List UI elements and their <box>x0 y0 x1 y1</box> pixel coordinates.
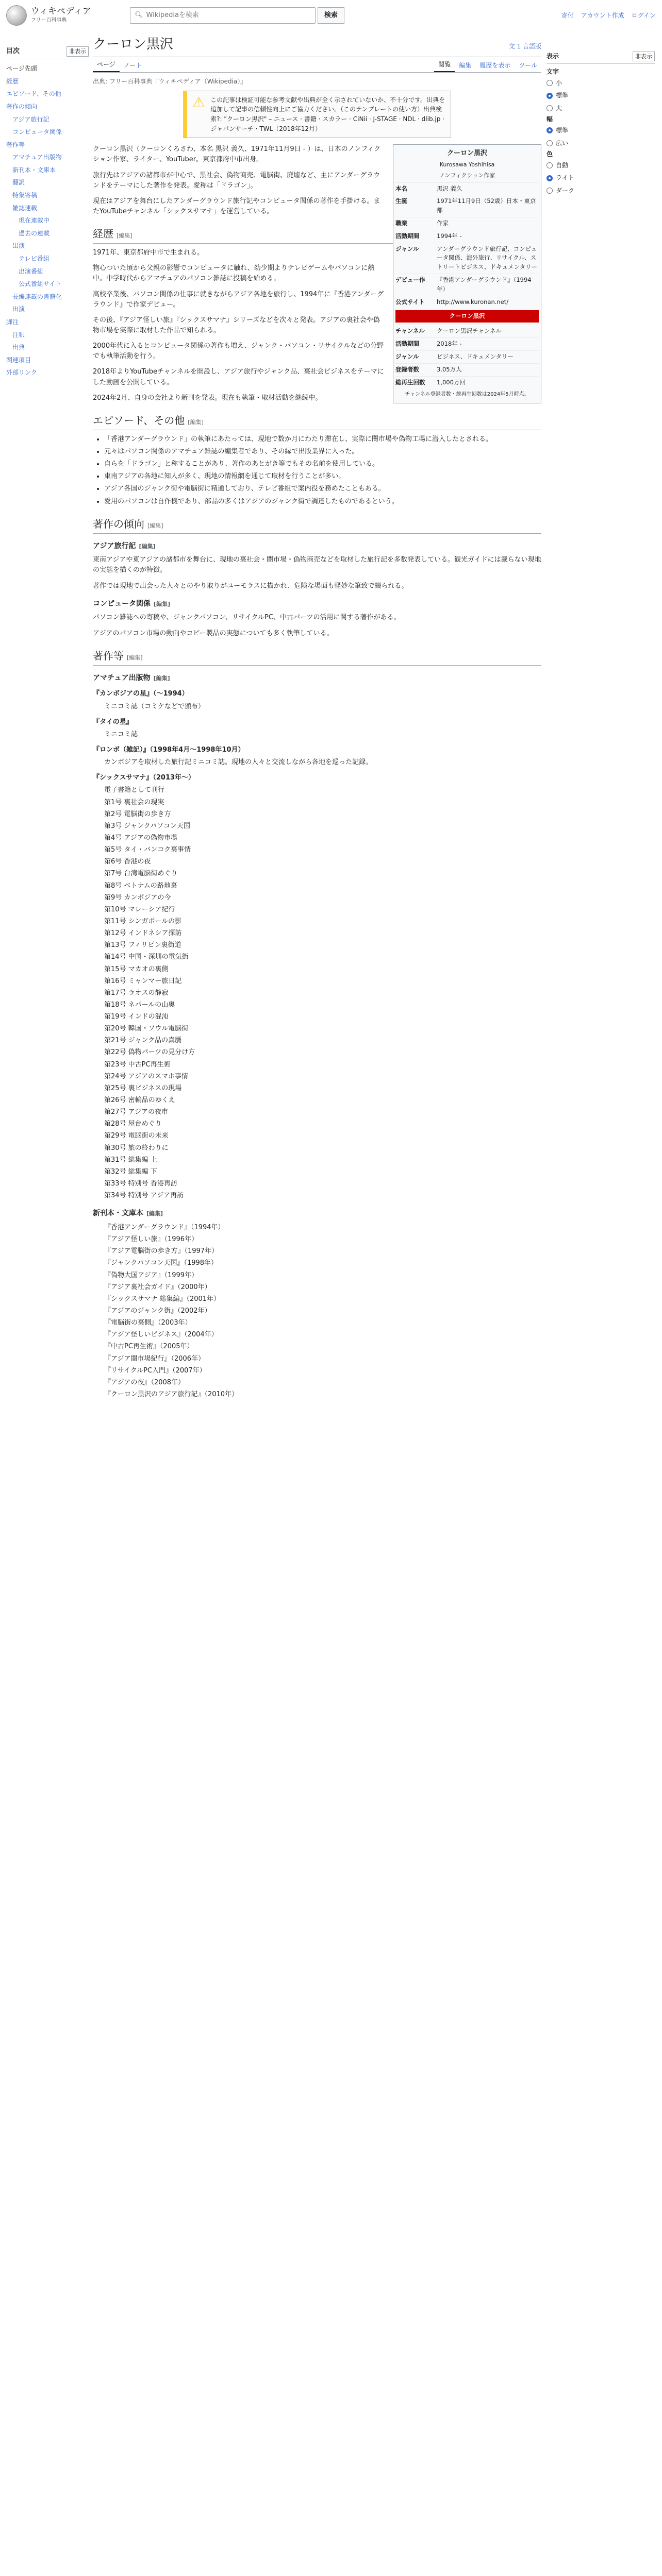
subsection-heading <box>93 673 541 684</box>
bullet-item: • 自らを「ドラゴン」と称することがあり、著作のあとがき等でもその名前を使用している。 <box>104 459 541 469</box>
radio-icon[interactable] <box>547 105 553 111</box>
work-title: 『ロンボ（雑記）』（1998年4月～1998年10月） <box>93 745 245 754</box>
main-content <box>93 31 541 1401</box>
section-paragraph: その後、『アジア怪しい旅』『シックスサマナ』シリーズなどを次々と発表。アジアの裏社会や偽物市場を実際に取材した作品で知られる。 <box>93 316 380 334</box>
work-item: 第18号 ネパールの山奥 <box>104 1001 175 1009</box>
work-item: 第23号 中古PC再生術 <box>104 1060 171 1069</box>
infobox-key: 活動期間 <box>395 232 419 240</box>
work-item: 『中古PC再生術』（2005年） <box>104 1343 194 1351</box>
youtube-header: クーロン黒沢 <box>395 310 539 323</box>
infobox-header: クーロン黒沢 <box>446 149 487 158</box>
toc-item-16[interactable]: 出演番組 <box>19 267 44 275</box>
section-heading-edit-link[interactable]: [編集] <box>127 654 143 661</box>
section-heading-text: エピソード、その他 <box>93 414 185 427</box>
section-paragraph: 2018年よりYouTubeチャンネルを開設し、アジア旅行やジャンク品、裏社会ビジネスをテーマにした動画を公開している。 <box>93 368 384 386</box>
appearance-option-label: ライト <box>556 174 574 182</box>
tab-3[interactable]: 編集 <box>459 61 472 69</box>
section-heading-edit-link[interactable]: [編集] <box>117 232 133 240</box>
work-item: 第27号 アジアの夜市 <box>104 1108 169 1116</box>
infobox-value: 黒沢 義久 <box>437 184 462 192</box>
appearance-option[interactable] <box>547 184 655 197</box>
youtube-rows <box>395 325 539 388</box>
work-item: 『ジャンクパソコン天国』（1998年） <box>104 1259 218 1267</box>
toc-hide-button[interactable]: 非表示 <box>67 46 89 57</box>
work-item: 『アジア怪しい旅』（1996年） <box>104 1235 198 1244</box>
infobox-row <box>395 195 539 217</box>
infobox-key: 生誕 <box>395 197 407 205</box>
radio-icon[interactable] <box>547 140 553 146</box>
toc-item-11[interactable]: 雑誌連載 <box>12 204 38 212</box>
subsection-heading-edit-link[interactable]: [編集] <box>146 1210 163 1217</box>
work-item: 第20号 韓国・ソウル電脳街 <box>104 1025 189 1033</box>
work-item: 第4号 アジアの偽物市場 <box>104 834 177 842</box>
work-item: 第9号 カンボジアの今 <box>104 893 171 902</box>
toc-item-0[interactable]: ページ先頭 <box>6 65 37 73</box>
infobox-key: 職業 <box>395 219 407 227</box>
logo-title: ウィキペディア <box>31 6 91 16</box>
work-item: 『アジアのジャンク街』（2002年） <box>104 1307 211 1315</box>
subsection-heading-text: アジア旅行記 <box>93 541 136 550</box>
language-button[interactable]: 文 1 言語版 <box>508 43 541 50</box>
work-item: 『アジアの夜』（2008年） <box>104 1378 185 1386</box>
section-heading <box>93 648 541 666</box>
subsection-paragraph: 著作では現地で出会った人々とのやり取りがユーモラスに描かれ、危険な場面も軽妙な筆致で綴られる。 <box>93 582 408 590</box>
toc-item-7[interactable]: アマチュア出版物 <box>12 154 62 161</box>
infobox-row <box>395 182 539 195</box>
work-item: 『香港アンダーグラウンド』（1994年） <box>104 1224 225 1231</box>
toc-item-15[interactable]: テレビ番組 <box>19 255 49 263</box>
radio-icon[interactable] <box>547 127 553 133</box>
work-item: 第2号 電脳街の歩き方 <box>104 810 171 818</box>
user-link-1[interactable]: アカウント作成 <box>581 11 624 19</box>
appearance-option-label: 標準 <box>556 127 569 134</box>
work-list <box>93 730 541 740</box>
appearance-option-label: 大 <box>556 104 562 112</box>
youtube-note: チャンネル登録者数・総再生回数は2024年5月時点。 <box>405 392 529 398</box>
youtube-key: 登録者数 <box>395 365 419 373</box>
work-item: 『偽物大国アジア』（1999年） <box>104 1271 198 1279</box>
search-input[interactable] <box>130 7 316 24</box>
search-button[interactable]: 検索 <box>318 7 344 24</box>
infobox-key: 本名 <box>395 184 407 192</box>
subsection-heading-edit-link[interactable]: [編集] <box>153 674 170 682</box>
work-item: 第6号 香港の夜 <box>104 858 151 866</box>
youtube-key: 活動期間 <box>395 340 419 348</box>
infobox-row <box>395 217 539 230</box>
user-link-0[interactable]: 寄付 <box>561 11 574 19</box>
infobox-sub: Kurosawa Yoshihisa <box>439 161 495 168</box>
bullet-item: • 東南アジアの各地に知人が多く、現地の情報網を通じて取材を行うことが多い。 <box>104 471 541 482</box>
work-item: 第32号 総集編 下 <box>104 1167 157 1176</box>
toc-item-22[interactable]: 出典 <box>12 344 25 351</box>
infobox-value: http://www.kuronan.net/ <box>437 298 509 306</box>
toc-item-3[interactable]: 著作の傾向 <box>6 103 38 110</box>
infobox-value: 『香港アンダーグラウンド』（1994年） <box>437 276 532 293</box>
appearance-panel <box>547 46 655 197</box>
tab-2[interactable]: 閲覧 <box>434 58 455 73</box>
infobox-value: 作家 <box>437 219 449 227</box>
appearance-option[interactable] <box>547 137 655 150</box>
work-item: 第12号 インドネシア探訪 <box>104 929 182 938</box>
toc-list <box>6 62 89 379</box>
work-item: 第21号 ジャンク品の真贋 <box>104 1037 182 1045</box>
youtube-row <box>395 337 539 350</box>
warning-icon: ⚠ <box>192 93 206 111</box>
work-item: 第16号 ミャンマー旅日記 <box>104 977 182 985</box>
youtube-value: クーロン黒沢チャンネル <box>437 327 502 335</box>
work-item: 第8号 ベトナムの路地裏 <box>104 882 177 890</box>
work-item: 『アジア闇市場紀行』（2006年） <box>104 1354 205 1363</box>
appearance-option[interactable] <box>547 102 655 115</box>
work-item: 第10号 マレーシア紀行 <box>104 905 175 913</box>
youtube-key: 総再生回数 <box>395 378 425 386</box>
toc-heading-label: 目次 <box>6 47 20 55</box>
section-heading <box>93 516 541 534</box>
work-item: 第13号 フィリピン裏街道 <box>104 941 181 950</box>
youtube-row <box>395 363 539 376</box>
work-item: 第22号 偽物パーツの見分け方 <box>104 1048 195 1057</box>
section-paragraph: 物心ついた頃から父親の影響でコンピュータに触れ、幼少期よりテレビゲームやパソコンに熱中。中学時代からアマチュアのパソコン雑誌に投稿を始める。 <box>93 264 375 283</box>
work-item: 第3号 ジャンクパソコン天国 <box>104 822 190 830</box>
from-line: 出典: フリー百科事典『ウィキペディア（Wikipedia）』 <box>93 78 247 86</box>
appearance-option[interactable] <box>547 124 655 137</box>
appearance-group-label: 幅 <box>547 115 553 123</box>
appearance-option[interactable] <box>547 89 655 102</box>
work-item: 『アジア電脳街の歩き方』（1997年） <box>104 1247 219 1256</box>
infobox-key: ジャンル <box>395 245 419 252</box>
youtube-value: 2018年 - <box>437 340 462 348</box>
work-item: ミニコミ誌（コミケなどで頒布） <box>104 702 205 710</box>
radio-icon[interactable] <box>547 93 553 99</box>
work-list <box>93 757 541 768</box>
section-paragraph: 2024年2月、自身の会社より新刊を発表。現在も執筆・取材活動を継続中。 <box>93 394 322 402</box>
toc-heading <box>6 46 89 59</box>
lead-paragraph: 現在はアジアを舞台にしたアンダーグラウンド旅行記やコンピュータ関係の著作を手掛ける。またYouTubeチャンネル「シックスサマナ」を運営している。 <box>93 197 380 215</box>
work-item: 第11号 シンガポールの影 <box>104 917 182 925</box>
youtube-row <box>395 350 539 363</box>
infobox-line: ノンフィクション作家 <box>439 172 495 179</box>
section-paragraph: 1971年、東京都府中市で生まれる。 <box>93 249 204 257</box>
page-title-bar <box>93 31 541 57</box>
bullet-item: • 「香港アンダーグラウンド」の執筆にあたっては、現地で数か月にわたり滞在し、実際に闇市場や偽物工場に潜入したとされる。 <box>104 434 541 445</box>
bullet-item: • 愛用のパソコンは自作機であり、部品の多くはアジアのジャンク街で調達したものであるという。 <box>104 497 541 507</box>
appearance-option[interactable] <box>547 77 655 90</box>
section-paragraph: 2000年代に入るとコンピュータ関係の著作も増え、ジャンク・パソコン・リサイクルなどの分野でも執筆活動を行う。 <box>93 342 384 361</box>
infobox-row <box>395 274 539 296</box>
subsection-heading <box>93 599 541 610</box>
section-paragraph: 高校卒業後、パソコン関係の仕事に就きながらアジア各地を旅行し、1994年に『香港アンダーグラウンド』で作家デビュー。 <box>93 290 384 309</box>
work-title: 『タイの星』 <box>93 718 133 726</box>
youtube-key: ジャンル <box>395 352 419 360</box>
lead-paragraph: 旅行先はアジアの諸都市が中心で、黒社会、偽物商売、電脳街、廃墟など、主にアンダーグラウンドをテーマにした著作を発表。愛称は「ドラゴン」。 <box>93 171 380 190</box>
work-item: 第15号 マカオの裏側 <box>104 965 169 973</box>
work-item: 第24号 アジアのスマホ事情 <box>104 1072 188 1080</box>
radio-icon[interactable] <box>547 188 553 194</box>
section-heading-edit-link[interactable]: [編集] <box>188 418 204 426</box>
infobox-key: デビュー作 <box>395 276 425 283</box>
toc-item-23[interactable]: 関連項目 <box>6 356 31 364</box>
section-heading <box>93 413 541 430</box>
toc-item-4[interactable]: アジア旅行記 <box>12 115 49 123</box>
work-item: 第1号 裏社会の現実 <box>104 798 164 806</box>
infobox-rows <box>395 182 539 309</box>
page-tabs <box>93 57 541 73</box>
youtube-key: チャンネル <box>395 327 425 335</box>
subsection-heading <box>93 541 541 552</box>
infobox-row <box>395 243 539 274</box>
work-item: 『リサイクルPC入門』（2007年） <box>104 1366 206 1375</box>
toc-item-17[interactable]: 公式番組サイト <box>19 280 62 288</box>
work-item: 第17号 ラオスの静寂 <box>104 989 169 997</box>
bullet-list <box>104 434 541 507</box>
toc-item-12[interactable]: 現在連載中 <box>19 217 50 225</box>
toc-item-21[interactable]: 注釈 <box>12 331 25 338</box>
notice-box <box>183 91 451 138</box>
appearance-option[interactable] <box>547 172 655 184</box>
youtube-value: ビジネス、ドキュメンタリー <box>437 352 514 360</box>
appearance-option-label: 自動 <box>556 161 569 169</box>
toc-item-1[interactable]: 経歴 <box>6 77 19 85</box>
appearance-group-label: 文字 <box>547 68 559 76</box>
work-item: 第5号 タイ・バンコク裏事情 <box>104 846 191 854</box>
work-title: 『カンボジアの星』（～1994） <box>93 690 189 698</box>
subsection-heading-edit-link[interactable]: [編集] <box>139 543 156 550</box>
work-item: 『アジア怪しいビジネス』（2004年） <box>104 1331 218 1339</box>
radio-icon[interactable] <box>547 162 553 168</box>
bullet-item: • アジア各国のジャンク街や電脳街に精通しており、テレビ番組で案内役を務めたこともある。 <box>104 484 541 494</box>
subsection-heading-text: アマチュア出版物 <box>93 673 151 682</box>
appearance-heading <box>547 52 655 64</box>
subsection-heading-edit-link[interactable]: [編集] <box>154 600 171 607</box>
work-item: 『クーロン黒沢のアジア旅行記』（2010年） <box>104 1390 239 1398</box>
lead-paragraph: クーロン黒沢（クーロンくろさわ、本名 黒沢 義久、1971年11月9日 - ）は、日本のノンフィクション作家、ライター、YouTuber。東京都府中市出身。 <box>93 145 381 164</box>
radio-icon[interactable] <box>547 175 553 181</box>
toc-item-19[interactable]: 出演 <box>12 306 25 313</box>
header <box>0 0 662 31</box>
appearance-option-label: 小 <box>556 79 562 87</box>
appearance-heading-label: 表示 <box>547 53 559 60</box>
youtube-row <box>395 376 539 389</box>
toc-item-9[interactable]: 翻訳 <box>12 179 25 187</box>
wikipedia-logo[interactable] <box>6 5 109 26</box>
tab-1[interactable]: ノート <box>123 61 142 69</box>
work-item: 『アジア裏社会ガイド』（2000年） <box>104 1283 211 1291</box>
work-title: 『シックスサマナ』（2013年～） <box>93 774 195 782</box>
subsection-heading-text: コンピュータ関係 <box>93 599 151 608</box>
section-heading-text: 著作等 <box>93 649 124 662</box>
user-links <box>561 11 656 21</box>
appearance-group-label: 色 <box>547 150 553 158</box>
work-list <box>93 702 541 712</box>
work-item: 第7号 台湾電脳街めぐり <box>104 870 178 878</box>
infobox-key: 公式サイト <box>395 298 425 306</box>
work-list <box>93 1223 541 1400</box>
toc-item-2[interactable]: エピソード、その他 <box>6 90 61 98</box>
work-list <box>93 785 541 1201</box>
infobox-value: アンダーグラウンド旅行記、コンピュータ関係、海外旅行、リサイクル、ストリートビジネス、ドキュメンタリー <box>437 245 538 271</box>
youtube-row <box>395 325 539 337</box>
appearance-option-label: ダーク <box>556 187 575 194</box>
work-item: 『電脳街の裏側』（2003年） <box>104 1319 192 1327</box>
search-icon: 🔍︎ <box>135 11 143 19</box>
tab-5[interactable]: ツール <box>519 61 537 69</box>
work-item: 第25号 裏ビジネスの現場 <box>104 1084 182 1092</box>
toc-item-10[interactable]: 特集寄稿 <box>12 192 38 199</box>
appearance-option[interactable] <box>547 159 655 172</box>
work-item: カンボジアを取材した旅行記ミニコミ誌。現地の人々と交流しながら各地を巡った記録。 <box>104 758 373 767</box>
toc-item-18[interactable]: 長編連載の書籍化 <box>12 293 62 300</box>
page-title: クーロン黒沢 <box>93 37 174 52</box>
toc-item-8[interactable]: 新刊本・文庫本 <box>12 166 56 174</box>
toc-item-14[interactable]: 出演 <box>12 242 25 250</box>
infobox-row <box>395 230 539 243</box>
tab-4[interactable]: 履歴を表示 <box>479 61 511 69</box>
toc-item-6[interactable]: 著作等 <box>6 141 25 148</box>
toc-sidebar <box>6 46 89 379</box>
globe-icon <box>6 5 27 26</box>
bullet-item: • 元々はパソコン関係のアマチュア雑誌の編集者であり、その縁で出版業界に入った。 <box>104 447 541 457</box>
appearance-option-label: 標準 <box>556 92 569 99</box>
work-item: 第26号 密輸品のゆくえ <box>104 1096 175 1105</box>
work-item: 第33号 特別号 香港再訪 <box>104 1180 177 1188</box>
section-heading-edit-link[interactable]: [編集] <box>147 522 163 529</box>
radio-icon[interactable] <box>547 80 553 86</box>
work-item: 第19号 インドの混沌 <box>104 1013 169 1021</box>
infobox-row <box>395 296 539 309</box>
work-item: 電子書籍として刊行 <box>104 786 165 794</box>
work-item: 『シックスサマナ 総集編』（2001年） <box>104 1295 221 1303</box>
infobox-value: 1971年11月9日（52歳）日本・東京都 <box>437 197 536 214</box>
work-item: 第30号 旅の終わりに <box>104 1144 169 1152</box>
work-item: 第14号 中国・深圳の電気街 <box>104 953 189 961</box>
youtube-value: 1,000万回 <box>437 378 466 386</box>
appearance-option-label: 広い <box>556 139 569 147</box>
subsection-paragraph: アジアのパソコン市場の動向やコピー製品の実態についても多く執筆している。 <box>93 629 334 637</box>
section-heading-text: 経歴 <box>93 228 113 241</box>
work-item: 第29号 電脳街の未来 <box>104 1132 169 1140</box>
toc-item-5[interactable]: コンピュータ関係 <box>12 128 62 136</box>
work-item: 第34号 特別号 アジア再訪 <box>104 1192 184 1200</box>
notice-text: この記事は検証可能な参考文献や出典が全く示されていないか、不十分です。出典を追加して記事の信頼性向上にご協力ください。（このテンプレートの使い方）出典検索?: "クーロン黒沢" – ニュース · 書籍 · スカラー · CiNii · J-STAGE · NDL · dlib.jp · ジャパンサーチ · TWL（2018年12月） <box>210 96 445 132</box>
toc-item-20[interactable]: 脚注 <box>6 318 19 326</box>
subsection-paragraph: 東南アジアや東アジアの諸都市を舞台に、現地の裏社会・闇市場・偽物商売などを取材した旅行記を多数発表している。観光ガイドには載らない現地の実態を描くのが特徴。 <box>93 556 541 574</box>
logo-tagline: フリー百科事典 <box>31 17 67 23</box>
work-item: 第31号 総集編 上 <box>104 1156 157 1164</box>
subsection-paragraph: パソコン雑誌への寄稿や、ジャンクパソコン、リサイクルPC、中古パーツの活用に関する著作がある。 <box>93 614 401 622</box>
infobox-value: 1994年 - <box>437 232 462 240</box>
appearance-hide-button[interactable]: 非表示 <box>633 52 655 61</box>
user-link-2[interactable]: ログイン <box>631 11 656 19</box>
subsection-heading-text: 新刊本・文庫本 <box>93 1209 143 1218</box>
toc-item-24[interactable]: 外部リンク <box>6 369 37 377</box>
toc-item-13[interactable]: 過去の連載 <box>19 229 50 237</box>
infobox <box>393 144 541 403</box>
work-item: 第28号 屋台めぐり <box>104 1120 162 1128</box>
article-body <box>93 144 541 1400</box>
search-placeholder: Wikipediaを検索 <box>146 11 199 19</box>
subsection-heading <box>93 1208 541 1219</box>
youtube-value: 3.05万人 <box>437 365 462 373</box>
appearance-options <box>547 67 655 197</box>
section-heading-text: 著作の傾向 <box>93 517 144 530</box>
tab-0[interactable]: ページ <box>93 58 120 73</box>
work-item: ミニコミ誌 <box>104 730 138 738</box>
